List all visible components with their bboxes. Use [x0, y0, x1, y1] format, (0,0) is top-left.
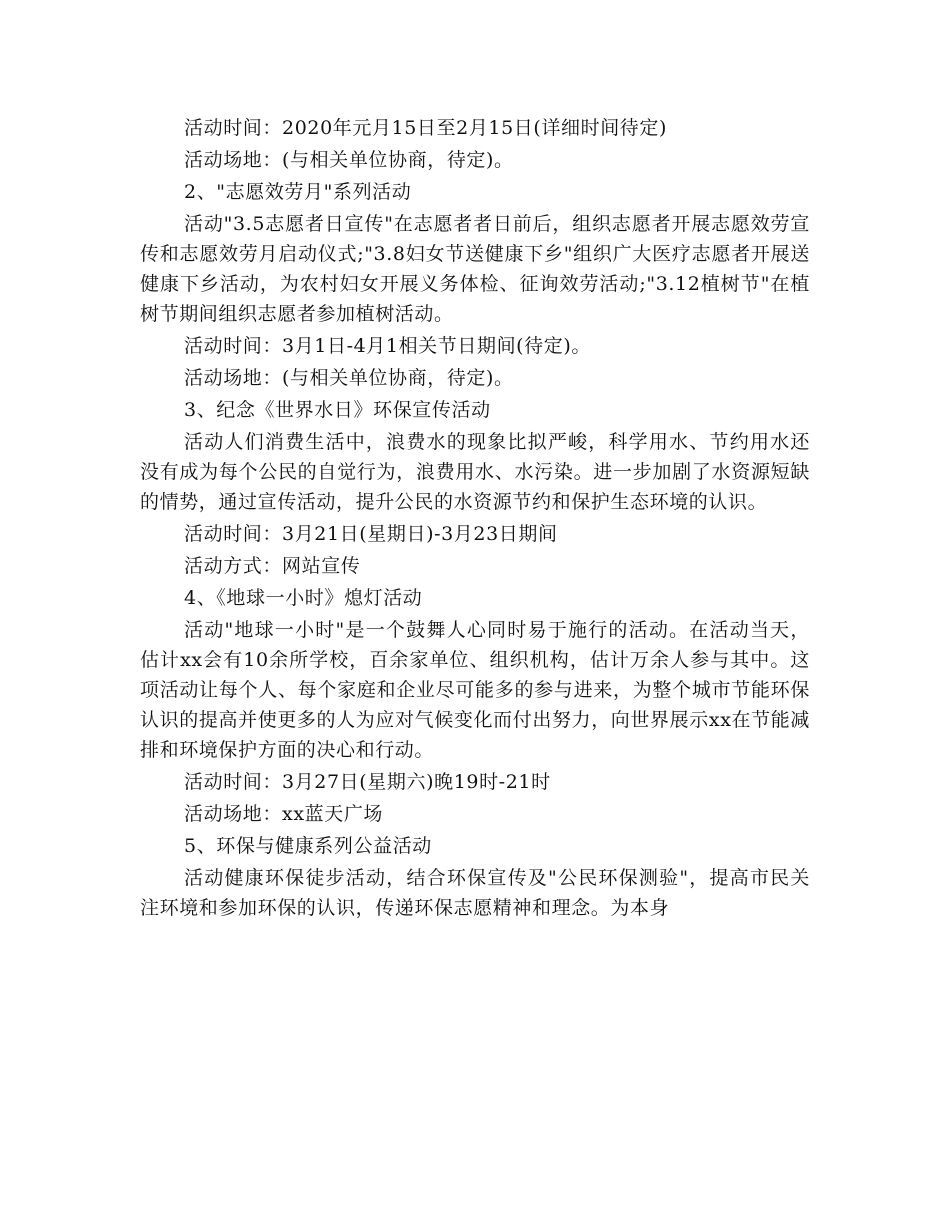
paragraph-event-time-4: 活动时间：3月27日(星期六)晚19时-21时 — [184, 771, 551, 793]
paragraph-event-venue-2: 活动场地：(与相关单位协商，待定)。 — [184, 367, 514, 389]
paragraph-event-time-3: 活动时间：3月21日(星期日)-3月23日期间 — [184, 523, 558, 545]
paragraph-event-time-2: 活动时间：3月1日-4月1相关节日期间(待定)。 — [184, 335, 591, 357]
paragraph-event-method-3: 活动方式：网站宣传 — [184, 555, 361, 577]
section-heading-4: 4、《地球一小时》熄灯活动 — [184, 587, 423, 609]
paragraph-earth-hour: 活动"地球一小时"是一个鼓舞人心同时易于施行的活动。在活动当天，估计xx会有10余所学校，百余家单位、组织机构，估计万余人参与其中。这项活动让每个人、每个家庭和企业尽可能多的参与进来，为整个城市节能环保认识的提高并使更多的人为应对气候变化而付出努力，向世界展示xx在节能减排和环境保护方面的决心和行动。 — [140, 619, 810, 761]
paragraph-volunteer-activities: 活动"3.5志愿者日宣传"在志愿者者日前后，组织志愿者开展志愿效劳宣传和志愿效劳月启动仪式;"3.8妇女节送健康下乡"组织广大医疗志愿者开展送健康下乡活动，为农村妇女开展义务体检、征询效劳活动;"3.12植树节"在植树节期间组织志愿者参加植树活动。 — [140, 213, 810, 325]
document-body — [140, 113, 810, 925]
paragraph-event-time-1: 活动时间：2020年元月15日至2月15日(详细时间待定) — [184, 117, 668, 139]
paragraph-event-venue-4: 活动场地：xx蓝天广场 — [184, 803, 384, 825]
section-heading-2: 2、"志愿效劳月"系列活动 — [184, 181, 412, 203]
paragraph-health-walk: 活动健康环保徒步活动，结合环保宣传及"公民环保测验"，提高市民关注环境和参加环保的认识，传递环保志愿精神和理念。为本身 — [140, 867, 810, 919]
section-heading-5: 5、环保与健康系列公益活动 — [184, 835, 432, 857]
section-heading-3: 3、纪念《世界水日》环保宣传活动 — [184, 399, 491, 421]
paragraph-event-venue-1: 活动场地：(与相关单位协商，待定)。 — [184, 149, 514, 171]
paragraph-water-day: 活动人们消费生活中，浪费水的现象比拟严峻，科学用水、节约用水还没有成为每个公民的自觉行为，浪费用水、水污染。进一步加剧了水资源短缺的情势，通过宣传活动，提升公民的水资源节约和保护生态环境的认识。 — [140, 431, 810, 513]
